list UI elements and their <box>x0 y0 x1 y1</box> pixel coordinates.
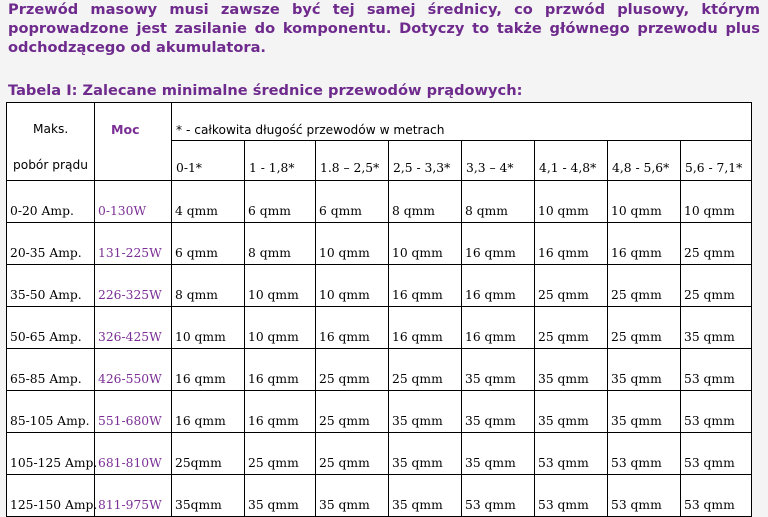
wire-gauge-cell <box>462 307 535 349</box>
header-moc-cell <box>95 103 172 181</box>
wire-gauge: 25 qmm <box>611 288 662 302</box>
max-current-cell <box>7 391 95 433</box>
wire-gauge: 25 qmm <box>248 456 299 470</box>
wire-gauge: 35 qmm <box>465 456 516 470</box>
wire-gauge-cell <box>389 307 462 349</box>
wire-gauge: 53 qmm <box>684 498 735 512</box>
table-row <box>7 265 752 307</box>
max-current-cell <box>7 181 95 223</box>
wire-gauge-cell <box>172 181 245 223</box>
wire-gauge: 10 qmm <box>538 204 589 218</box>
wire-gauge: 6 qmm <box>319 204 362 218</box>
wire-gauge: 16 qmm <box>392 288 443 302</box>
wire-gauge: 25 qmm <box>538 330 589 344</box>
wire-gauge: 35 qmm <box>465 414 516 428</box>
wire-gauge: 10 qmm <box>248 330 299 344</box>
wire-gauge: 8 qmm <box>465 204 508 218</box>
wire-gauge: 25 qmm <box>319 456 370 470</box>
wire-gauge: 10 qmm <box>248 288 299 302</box>
wire-gauge: 16 qmm <box>175 372 226 386</box>
wire-gauge-cell <box>172 265 245 307</box>
wire-gauge: 8 qmm <box>175 288 218 302</box>
header-length-note-cell <box>172 103 752 141</box>
wire-gauge: 8 qmm <box>392 204 435 218</box>
wire-gauge: 25 qmm <box>319 414 370 428</box>
wire-gauge: 10 qmm <box>392 246 443 260</box>
wire-gauge: 25qmm <box>175 456 222 470</box>
length-range-label: 4,8 - 5,6* <box>612 161 670 175</box>
power-cell <box>95 391 172 433</box>
power: 0-130W <box>98 204 147 218</box>
wire-gauge-cell <box>462 181 535 223</box>
wire-gauge: 16 qmm <box>611 246 662 260</box>
wire-gauge-cell <box>316 475 389 517</box>
table-title: Tabela I: Zalecane minimalne średnice przewodów prądowych: <box>8 82 523 99</box>
wire-gauge: 16 qmm <box>465 246 516 260</box>
wire-gauge-cell <box>245 349 316 391</box>
wire-gauge: 16 qmm <box>175 414 226 428</box>
wire-gauge-cell <box>172 433 245 475</box>
wire-gauge-cell <box>535 349 608 391</box>
wire-gauge-cell <box>389 349 462 391</box>
wire-gauge-cell <box>389 475 462 517</box>
wire-gauge-cell <box>172 475 245 517</box>
power-cell <box>95 349 172 391</box>
power-cell <box>95 181 172 223</box>
wire-gauge: 16 qmm <box>248 414 299 428</box>
wire-gauge-cell <box>462 433 535 475</box>
wire-gauge: 25 qmm <box>684 246 735 260</box>
wire-gauge-cell <box>681 475 752 517</box>
wire-gauge-cell <box>608 307 681 349</box>
wire-gauge: 6 qmm <box>248 204 291 218</box>
wire-gauge: 16 qmm <box>538 246 589 260</box>
wire-gauge: 25 qmm <box>392 372 443 386</box>
wire-gauge-cell <box>245 223 316 265</box>
max-current-cell <box>7 475 98 517</box>
wire-gauge: 35qmm <box>175 498 222 512</box>
wire-gauge-cell <box>681 181 752 223</box>
power: 426-550W <box>98 372 162 386</box>
wire-gauge: 53 qmm <box>538 498 589 512</box>
power-cell <box>95 433 172 475</box>
table-row <box>7 307 752 349</box>
length-range-label: 4,1 - 4,8* <box>539 161 597 175</box>
wire-gauge: 53 qmm <box>611 456 662 470</box>
wire-gauge-cell <box>462 349 535 391</box>
length-range-cell <box>535 141 608 181</box>
wire-gauge-cell <box>245 391 316 433</box>
wire-gauge: 16 qmm <box>465 330 516 344</box>
wire-gauge: 16 qmm <box>465 288 516 302</box>
max-current-cell <box>7 433 98 475</box>
wire-gauge-cell <box>245 307 316 349</box>
max-current: 125-150 Amp. <box>10 498 98 512</box>
wire-gauge: 10 qmm <box>319 288 370 302</box>
wire-gauge: 35 qmm <box>611 414 662 428</box>
wire-gauge: 35 qmm <box>611 372 662 386</box>
wire-gauge-cell <box>172 223 245 265</box>
wire-gauge-cell <box>389 391 462 433</box>
wire-gauge: 53 qmm <box>684 456 735 470</box>
wire-gauge: 25 qmm <box>538 288 589 302</box>
wire-gauge: 10 qmm <box>175 330 226 344</box>
power: 811-975W <box>98 498 162 512</box>
max-current: 65-85 Amp. <box>10 372 82 386</box>
length-range-label: 3,3 – 4* <box>466 161 514 175</box>
header-maks: Maks. <box>33 122 69 136</box>
table-row <box>7 391 752 433</box>
power-cell <box>95 307 172 349</box>
wire-gauge-cell <box>316 391 389 433</box>
table-row <box>7 475 752 517</box>
wire-gauge-cell <box>681 307 752 349</box>
length-range-label: 1.8 – 2,5* <box>320 161 380 175</box>
wire-gauge: 16 qmm <box>392 330 443 344</box>
wire-gauge-cell <box>535 223 608 265</box>
wire-gauge: 35 qmm <box>538 414 589 428</box>
max-current: 20-35 Amp. <box>10 246 82 260</box>
table-row <box>7 181 752 223</box>
max-current-cell <box>7 349 95 391</box>
wire-gauge: 25 qmm <box>684 288 735 302</box>
length-range-label: 0-1* <box>176 161 202 175</box>
length-range-cell <box>462 141 535 181</box>
wire-gauge: 53 qmm <box>684 372 735 386</box>
wire-gauge-cell <box>462 265 535 307</box>
wire-gauge-cell <box>535 307 608 349</box>
wire-gauge: 16 qmm <box>248 372 299 386</box>
power-cell <box>95 475 172 517</box>
table-row <box>7 349 752 391</box>
wire-gauge-cell <box>316 307 389 349</box>
wire-gauge: 6 qmm <box>175 246 218 260</box>
wire-gauge-cell <box>535 265 608 307</box>
wire-gauge-cell <box>316 181 389 223</box>
wire-gauge: 53 qmm <box>465 498 516 512</box>
wire-gauge-cell <box>681 433 752 475</box>
max-current: 35-50 Amp. <box>10 288 82 302</box>
wire-gauge-cell <box>245 475 316 517</box>
wire-gauge-cell <box>389 433 462 475</box>
wire-gauge-cell <box>316 349 389 391</box>
wire-gauge-cell <box>462 391 535 433</box>
wire-gauge-cell <box>608 223 681 265</box>
max-current: 105-125 Amp. <box>10 456 98 470</box>
wire-gauge-cell <box>608 433 681 475</box>
length-range-label: 5,6 - 7,1* <box>685 161 743 175</box>
wire-gauge-cell <box>608 391 681 433</box>
length-range-label: 2,5 - 3,3* <box>393 161 451 175</box>
length-range-cell <box>389 141 462 181</box>
max-current: 50-65 Amp. <box>10 330 82 344</box>
wire-gauge-cell <box>316 223 389 265</box>
wire-gauge: 53 qmm <box>611 498 662 512</box>
wire-gauge-cell <box>681 265 752 307</box>
wire-gauge-cell <box>535 181 608 223</box>
max-current-cell <box>7 265 95 307</box>
wire-gauge-cell <box>316 433 389 475</box>
wire-gauge: 35 qmm <box>392 414 443 428</box>
wire-gauge-cell <box>681 223 752 265</box>
wire-gauge: 25 qmm <box>319 372 370 386</box>
power: 131-225W <box>98 246 162 260</box>
wire-gauge-cell <box>172 307 245 349</box>
wire-gauge-table <box>6 102 752 517</box>
wire-gauge-cell <box>389 265 462 307</box>
header-length-note: * - całkowita długość przewodów w metrach <box>176 123 445 137</box>
wire-gauge-cell <box>535 391 608 433</box>
wire-gauge-cell <box>608 181 681 223</box>
wire-gauge: 35 qmm <box>248 498 299 512</box>
length-range-cell <box>681 141 752 181</box>
header-current-cell <box>7 103 95 181</box>
wire-gauge: 53 qmm <box>684 414 735 428</box>
wire-gauge-cell <box>608 265 681 307</box>
power-cell <box>95 223 172 265</box>
length-range-cell <box>172 141 245 181</box>
wire-gauge: 35 qmm <box>319 498 370 512</box>
wire-gauge: 8 qmm <box>248 246 291 260</box>
power: 551-680W <box>98 414 162 428</box>
wire-gauge: 10 qmm <box>319 246 370 260</box>
wire-gauge: 53 qmm <box>538 456 589 470</box>
header-moc: Moc <box>111 122 140 137</box>
wire-gauge-cell <box>316 265 389 307</box>
wire-gauge: 4 qmm <box>175 204 218 218</box>
power: 226-325W <box>98 288 162 302</box>
wire-gauge: 25 qmm <box>611 330 662 344</box>
wire-gauge-cell <box>245 265 316 307</box>
wire-gauge: 35 qmm <box>392 498 443 512</box>
wire-gauge-cell <box>535 433 608 475</box>
wire-gauge: 35 qmm <box>538 372 589 386</box>
wire-gauge: 35 qmm <box>392 456 443 470</box>
wire-gauge-cell <box>245 433 316 475</box>
wire-gauge-cell <box>389 181 462 223</box>
wire-gauge-cell <box>462 475 535 517</box>
wire-gauge: 35 qmm <box>465 372 516 386</box>
max-current: 0-20 Amp. <box>10 204 74 218</box>
max-current-cell <box>7 307 95 349</box>
wire-gauge-cell <box>172 391 245 433</box>
length-range-cell <box>608 141 681 181</box>
intro-paragraph: Przewód masowy musi zawsze być tej samej średnicy, co przwód plusowy, którym poprowadzone jest zasilanie do komponentu. Dotyczy to także głównego przewodu plus odchodzącego od akumulatora. <box>8 1 760 56</box>
wire-gauge: 16 qmm <box>319 330 370 344</box>
max-current: 85-105 Amp. <box>10 414 90 428</box>
table-row <box>7 433 752 475</box>
header-pobor-pradu: pobór prądu <box>13 158 88 172</box>
length-range-cell <box>245 141 316 181</box>
length-range-cell <box>316 141 389 181</box>
wire-gauge-cell <box>681 349 752 391</box>
wire-gauge-cell <box>172 349 245 391</box>
wire-gauge: 10 qmm <box>684 204 735 218</box>
power: 326-425W <box>98 330 162 344</box>
wire-gauge-cell <box>389 223 462 265</box>
power: 681-810W <box>98 456 162 470</box>
wire-gauge: 10 qmm <box>611 204 662 218</box>
table-row <box>7 223 752 265</box>
wire-gauge-cell <box>608 349 681 391</box>
wire-gauge-cell <box>535 475 608 517</box>
power-cell <box>95 265 172 307</box>
wire-gauge: 35 qmm <box>684 330 735 344</box>
length-range-label: 1 - 1,8* <box>249 161 295 175</box>
wire-gauge-cell <box>462 223 535 265</box>
max-current-cell <box>7 223 95 265</box>
wire-gauge-cell <box>681 391 752 433</box>
wire-gauge-cell <box>245 181 316 223</box>
wire-gauge-cell <box>608 475 681 517</box>
